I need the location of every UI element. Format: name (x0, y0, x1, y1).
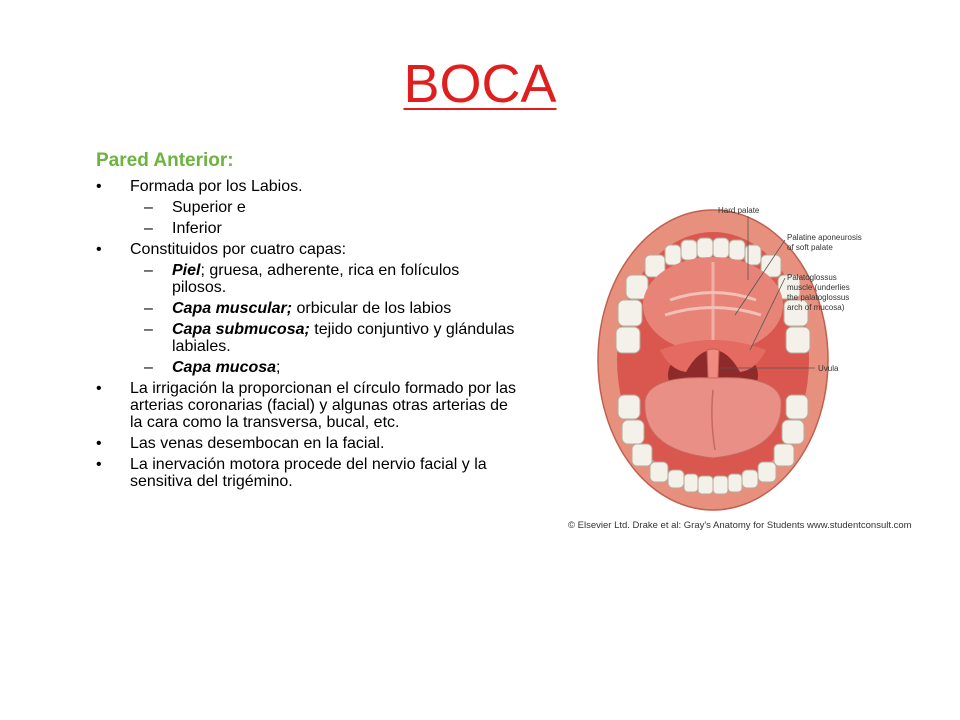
slide-content (96, 150, 516, 490)
dash-marker: – (144, 321, 153, 338)
sub-bullet-item (96, 262, 516, 296)
bullet-marker: • (96, 456, 102, 473)
uvula-shape (707, 349, 719, 382)
dash-marker: – (144, 199, 153, 216)
sub-bullet-item (96, 220, 516, 237)
bullet-marker: • (96, 178, 102, 195)
oral-cavity-illustration (560, 200, 920, 540)
bullet-text: Las venas desembocan en la facial. (130, 435, 385, 452)
figure-credit: © Elsevier Ltd. Drake et al: Gray's Anatomy for Students www.studentconsult.com (568, 520, 912, 531)
label-palatoglossus-3: the palatoglossus (787, 293, 850, 302)
section-subtitle: Pared Anterior: (96, 150, 234, 171)
sub-bullet-item (96, 359, 516, 376)
layer-term: Capa muscular; (172, 300, 293, 317)
sub-bullet-text: Superior e (172, 199, 246, 216)
bullet-item (96, 380, 516, 431)
dash-marker: – (144, 359, 153, 376)
sub-bullet-text: Inferior (172, 220, 222, 237)
label-palatoglossus-2: muscle (underlies (787, 283, 850, 292)
label-aponeurosis-2: of soft palate (787, 243, 833, 252)
layer-term: Piel (172, 262, 201, 279)
bullet-item (96, 241, 516, 258)
label-hard-palate: Hard palate (718, 206, 760, 215)
sub-bullet-item (96, 300, 516, 317)
bullet-text: La irrigación la proporcionan el círculo formado por las arterias coronarias (facial) y algunas otras arterias de la cara como la transversa, bucal, etc. (130, 380, 516, 431)
dash-marker: – (144, 220, 153, 237)
bullet-item (96, 178, 516, 195)
bullet-item (96, 456, 516, 490)
bullet-text: Constituidos por cuatro capas: (130, 241, 347, 258)
layer-description: tejido conjuntivo y glándulas labiales. (172, 321, 515, 355)
bullet-text: Formada por los Labios. (130, 178, 303, 195)
layer-description: ; gruesa, adherente, rica en folículos pilosos. (172, 262, 460, 296)
label-palatoglossus-4: arch of mucosa) (787, 303, 845, 312)
layer-description: ; (276, 359, 281, 376)
layer-term: Capa submucosa; (172, 321, 310, 338)
sub-bullet-item (96, 321, 516, 355)
label-palatoglossus-1: Palatoglossus (787, 273, 837, 282)
bullet-item (96, 435, 516, 452)
layer-description: orbicular de los labios (292, 300, 452, 317)
mouth-anatomy-drawing (560, 200, 920, 520)
sub-bullet-item (96, 199, 516, 216)
label-uvula: Uvula (818, 364, 839, 373)
bullet-marker: • (96, 241, 102, 258)
dash-marker: – (144, 262, 153, 279)
slide-title: BOCA (403, 54, 557, 114)
label-aponeurosis-1: Palatine aponeurosis (787, 233, 862, 242)
dash-marker: – (144, 300, 153, 317)
bullet-marker: • (96, 380, 102, 397)
bullet-text: La inervación motora procede del nervio facial y la sensitiva del trigémino. (130, 456, 487, 490)
bullet-marker: • (96, 435, 102, 452)
layer-term: Capa mucosa (172, 359, 277, 376)
